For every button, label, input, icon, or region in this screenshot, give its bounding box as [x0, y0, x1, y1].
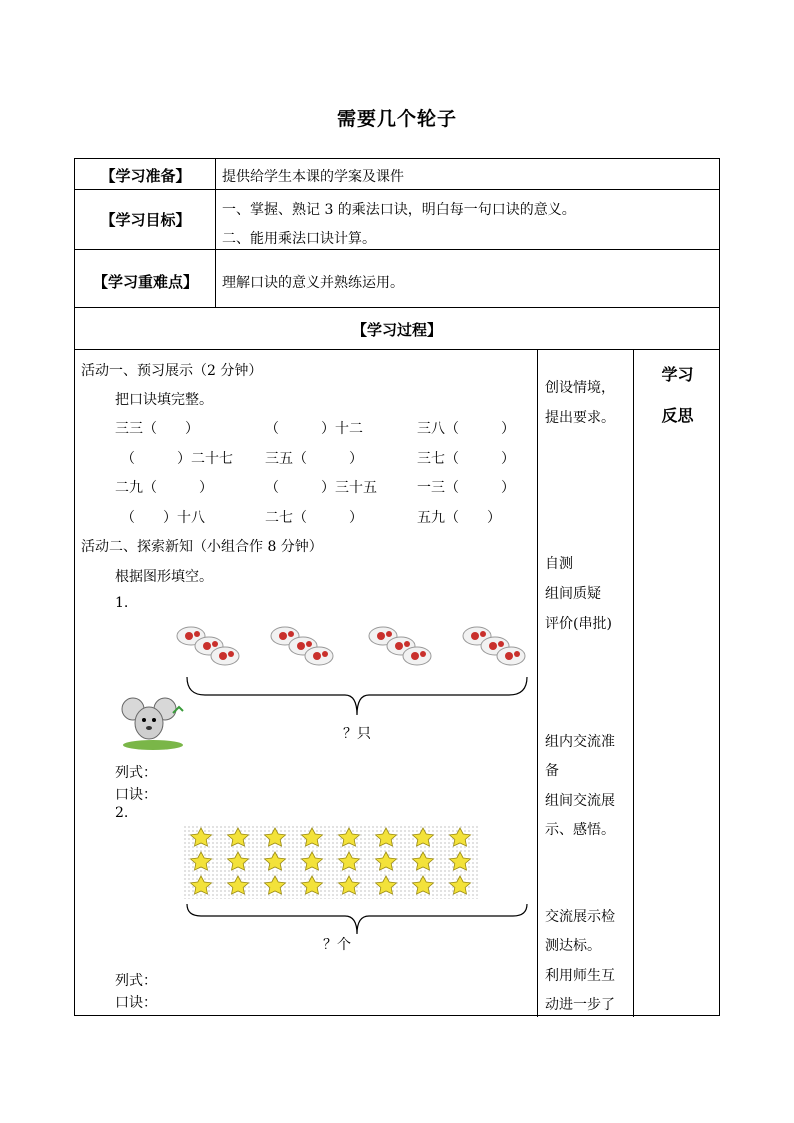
side-note: 利用师生互 — [545, 968, 615, 984]
question-1-rhyme: 口诀： — [115, 787, 157, 803]
side-note: 组内交流准 — [545, 734, 615, 750]
col-divider — [633, 349, 634, 1017]
star-icon — [339, 852, 360, 870]
star-icon — [302, 828, 323, 846]
star-icon — [376, 828, 397, 846]
star-icon — [413, 828, 434, 846]
question-1-formula: 列式： — [115, 765, 157, 781]
star-icon — [228, 876, 249, 894]
rhyme-item: （ ）十二 — [265, 421, 363, 437]
side-note: 组间质疑 — [545, 586, 601, 602]
activity1-instruction: 把口诀填完整。 — [115, 392, 213, 408]
rhyme-item: 三七（ ） — [417, 451, 515, 467]
brace-icon — [185, 675, 529, 719]
prep-text: 提供给学生本课的学案及课件 — [222, 169, 404, 185]
star-icon — [191, 852, 212, 870]
side-note: 评价(串批) — [545, 616, 612, 632]
star-icon — [265, 876, 286, 894]
star-icon — [376, 876, 397, 894]
sheep-group-image — [267, 624, 337, 674]
rhyme-item: （ ）二十七 — [121, 451, 233, 467]
page-title: 需要几个轮子 — [336, 108, 457, 130]
side-note: 示、感悟。 — [545, 822, 615, 838]
rhyme-item: 五九（ ） — [417, 510, 501, 526]
key-label: 【学习重难点】 — [92, 273, 198, 291]
star-icon — [376, 852, 397, 870]
rhyme-item: 三三（ ） — [115, 421, 199, 437]
rhyme-item: 二九（ ） — [115, 480, 213, 496]
star-icon — [339, 828, 360, 846]
goals-label: 【学习目标】 — [100, 211, 191, 229]
sheep-group-image — [173, 624, 243, 674]
goals-line1: 一、掌握、熟记 3 的乘法口诀，明白每一句口诀的意义。 — [222, 202, 576, 218]
rhyme-item: 二七（ ） — [265, 510, 363, 526]
sheep-group-image — [459, 624, 529, 674]
question-2-number: 2. — [115, 805, 129, 821]
activity2-instruction: 根据图形填空。 — [115, 569, 213, 585]
side-note: 提出要求。 — [545, 410, 615, 426]
side-note: 动进一步了 — [545, 997, 615, 1013]
star-icon — [191, 876, 212, 894]
star-icon — [450, 852, 471, 870]
prep-label: 【学习准备】 — [100, 167, 191, 185]
rhyme-item: 一三（ ） — [417, 480, 515, 496]
question-1-brace-label: ？只 — [343, 726, 371, 742]
side-note: 备 — [545, 763, 559, 779]
star-icon — [450, 876, 471, 894]
star-icon — [413, 852, 434, 870]
process-label: 【学习过程】 — [351, 321, 442, 339]
mouse-image — [119, 693, 189, 751]
star-icon — [450, 828, 471, 846]
brace-icon — [185, 902, 529, 936]
rhyme-item: （ ）十八 — [121, 510, 205, 526]
activity2-title: 活动二、探索新知（小组合作 8 分钟） — [81, 539, 323, 555]
rhyme-item: （ ）三十五 — [265, 480, 377, 496]
side-note: 组间交流展 — [545, 793, 615, 809]
side-note: 测达标。 — [545, 938, 601, 954]
star-icon — [339, 876, 360, 894]
row-divider — [75, 189, 719, 190]
lesson-table — [74, 158, 720, 1016]
goals-line2: 二、能用乘法口诀计算。 — [222, 231, 376, 247]
star-icon — [413, 876, 434, 894]
reflection-line1: 学习 — [661, 365, 694, 384]
row-divider — [75, 307, 719, 308]
key-text: 理解口诀的意义并熟练运用。 — [222, 275, 404, 291]
question-2-formula: 列式： — [115, 973, 157, 989]
question-2-brace-label: ？个 — [323, 937, 351, 953]
sheep-group-image — [365, 624, 435, 674]
star-icon — [228, 828, 249, 846]
rhyme-item: 三八（ ） — [417, 421, 515, 437]
star-icon — [228, 852, 249, 870]
question-2-rhyme: 口诀： — [115, 995, 157, 1011]
star-icon — [302, 852, 323, 870]
question-1-number: 1. — [115, 595, 129, 611]
stars-image — [183, 825, 479, 899]
row-divider — [75, 249, 719, 250]
side-note: 自测 — [545, 556, 573, 572]
activity1-title: 活动一、预习展示（2 分钟） — [81, 363, 263, 379]
row-divider — [75, 349, 719, 350]
star-icon — [191, 828, 212, 846]
col-divider — [537, 349, 538, 1017]
side-note: 创设情境， — [545, 380, 615, 396]
reflection-line2: 反思 — [661, 406, 694, 425]
star-icon — [265, 852, 286, 870]
stars-grid — [183, 825, 479, 899]
rhyme-item: 三五（ ） — [265, 451, 363, 467]
star-icon — [302, 876, 323, 894]
star-icon — [265, 828, 286, 846]
side-note: 交流展示检 — [545, 909, 615, 925]
